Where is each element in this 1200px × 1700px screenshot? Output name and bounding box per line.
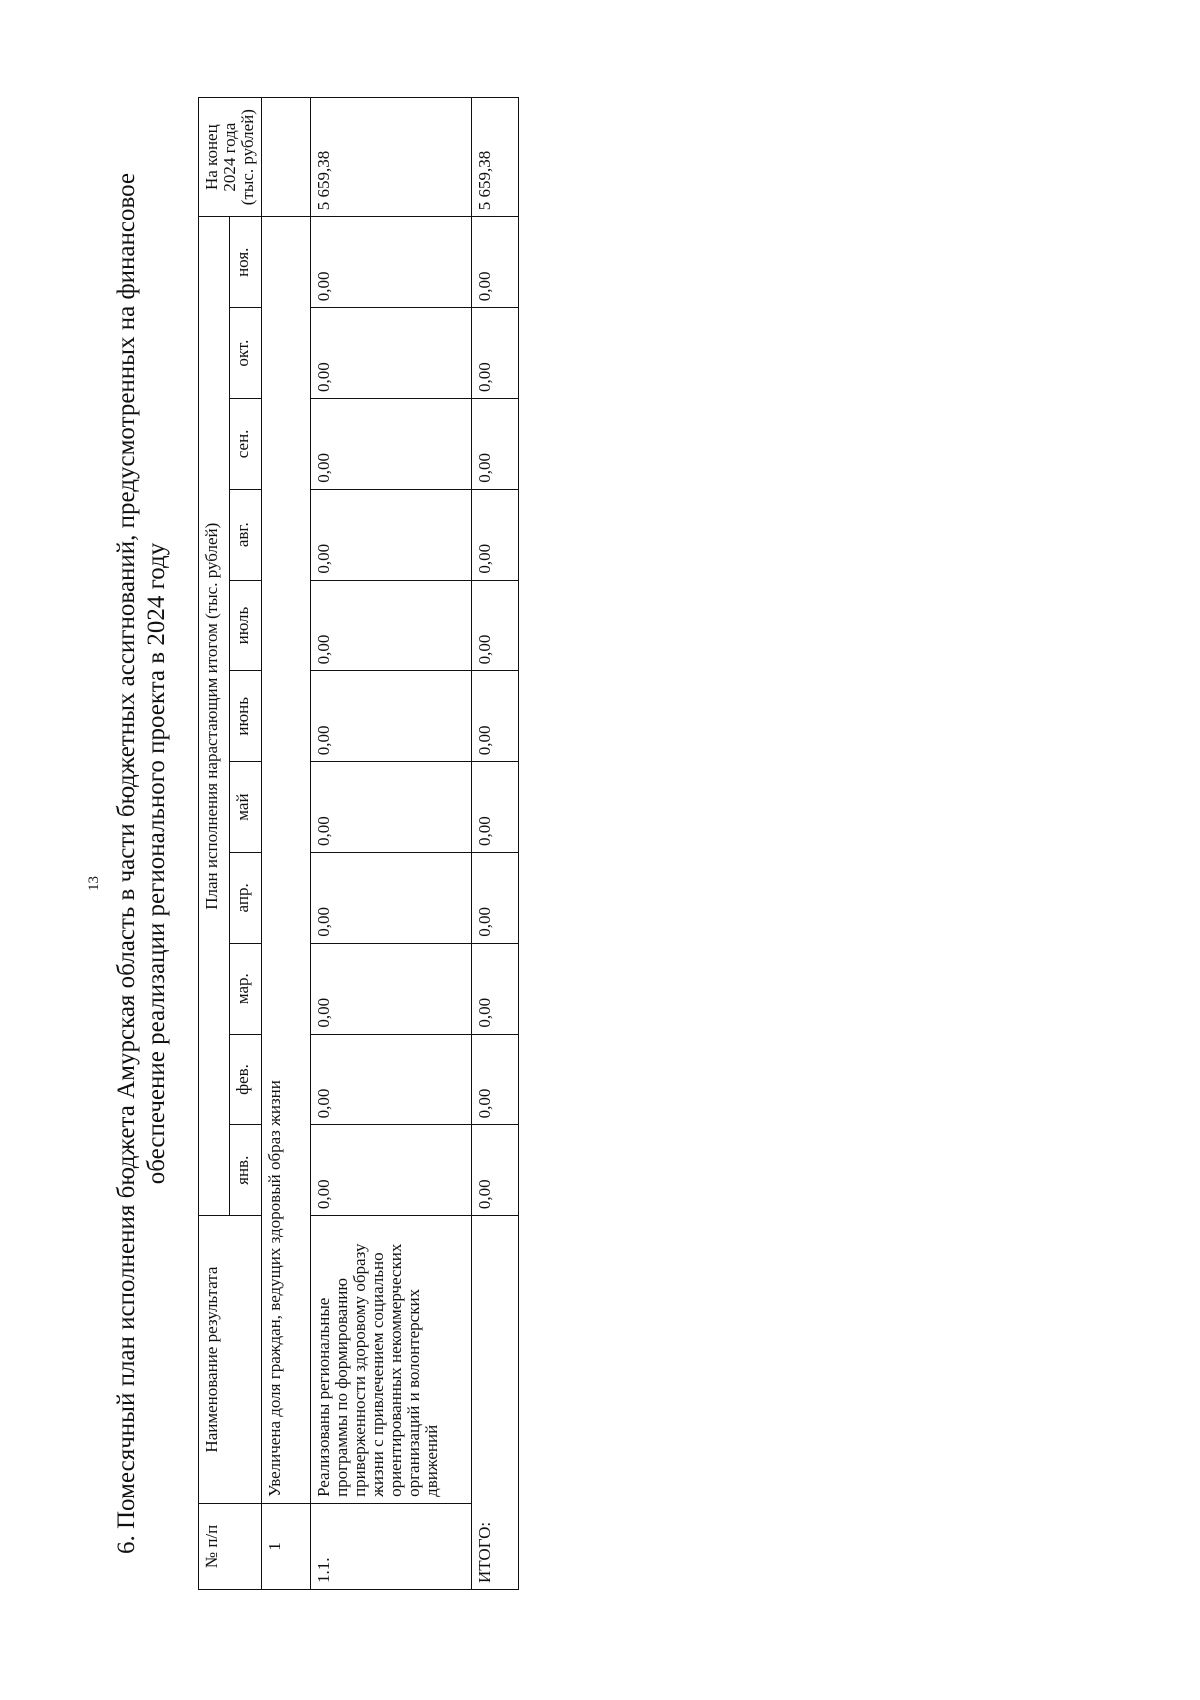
goal-number: 1 [262, 1503, 311, 1589]
table-row-goal [262, 98, 311, 1590]
total-value: 0,00 [472, 671, 519, 762]
item-value: 0,00 [311, 1034, 472, 1125]
item-value: 0,00 [311, 489, 472, 580]
header-year-end [199, 98, 262, 217]
total-value: 0,00 [472, 217, 519, 308]
month-header: окт. [229, 308, 261, 399]
total-value: 0,00 [472, 489, 519, 580]
month-header: фев. [229, 1034, 261, 1125]
item-value: 0,00 [311, 580, 472, 671]
budget-plan-table [198, 97, 519, 1590]
table-row-total [472, 98, 519, 1590]
total-value: 0,00 [472, 308, 519, 399]
goal-empty-cell [262, 98, 311, 217]
header-number: № п/п [199, 1503, 262, 1589]
total-value: 0,00 [472, 580, 519, 671]
title-line-2: обеспечение реализации регионального проекта в 2024 году [143, 542, 170, 1185]
item-value: 0,00 [311, 943, 472, 1034]
header-year-end-line-2: 2024 года [220, 122, 239, 192]
header-year-end-line-3: (тыс. рублей) [238, 109, 257, 206]
title-line-1: 6. Помесячный план исполнения бюджета Амурская область в части бюджетных ассигнований, предусмотренных на финансовое [113, 172, 140, 1555]
item-value: 0,00 [311, 852, 472, 943]
item-text: Реализованы региональные программы по формированию приверженности здоровому образу жизни с привлечением социально ориентированных некоммерческих организаций и волонтерских движений [311, 1216, 472, 1504]
header-year-end-line-1: На конец [202, 124, 221, 191]
item-number: 1.1. [311, 1503, 472, 1589]
item-year-end-value: 5 659,38 [311, 98, 472, 217]
item-value: 0,00 [311, 1125, 472, 1216]
month-header: апр. [229, 852, 261, 943]
goal-text: Увеличена доля граждан, ведущих здоровый образ жизни [262, 217, 311, 1504]
page-number: 13 [86, 876, 102, 891]
total-label: ИТОГО: [472, 1216, 519, 1590]
total-value: 0,00 [472, 762, 519, 853]
total-value: 0,00 [472, 1034, 519, 1125]
month-header: май [229, 762, 261, 853]
total-value: 0,00 [472, 943, 519, 1034]
month-header: сен. [229, 399, 261, 490]
document-title [112, 117, 172, 1610]
total-year-end-value: 5 659,38 [472, 98, 519, 217]
month-header: мар. [229, 943, 261, 1034]
item-value: 0,00 [311, 671, 472, 762]
header-row [199, 98, 230, 1590]
item-value: 0,00 [311, 399, 472, 490]
month-header: июнь [229, 671, 261, 762]
month-header: июль [229, 580, 261, 671]
table-row [311, 98, 472, 1590]
total-value: 0,00 [472, 852, 519, 943]
header-result-name: Наименование результата [199, 1216, 262, 1504]
total-value: 0,00 [472, 399, 519, 490]
item-value: 0,00 [311, 217, 472, 308]
header-plan: План исполнения нарастающим итогом (тыс. рублей) [199, 217, 230, 1216]
month-header: авг. [229, 489, 261, 580]
month-header: ноя. [229, 217, 261, 308]
item-value: 0,00 [311, 308, 472, 399]
item-value: 0,00 [311, 762, 472, 853]
month-header: янв. [229, 1125, 261, 1216]
total-value: 0,00 [472, 1125, 519, 1216]
